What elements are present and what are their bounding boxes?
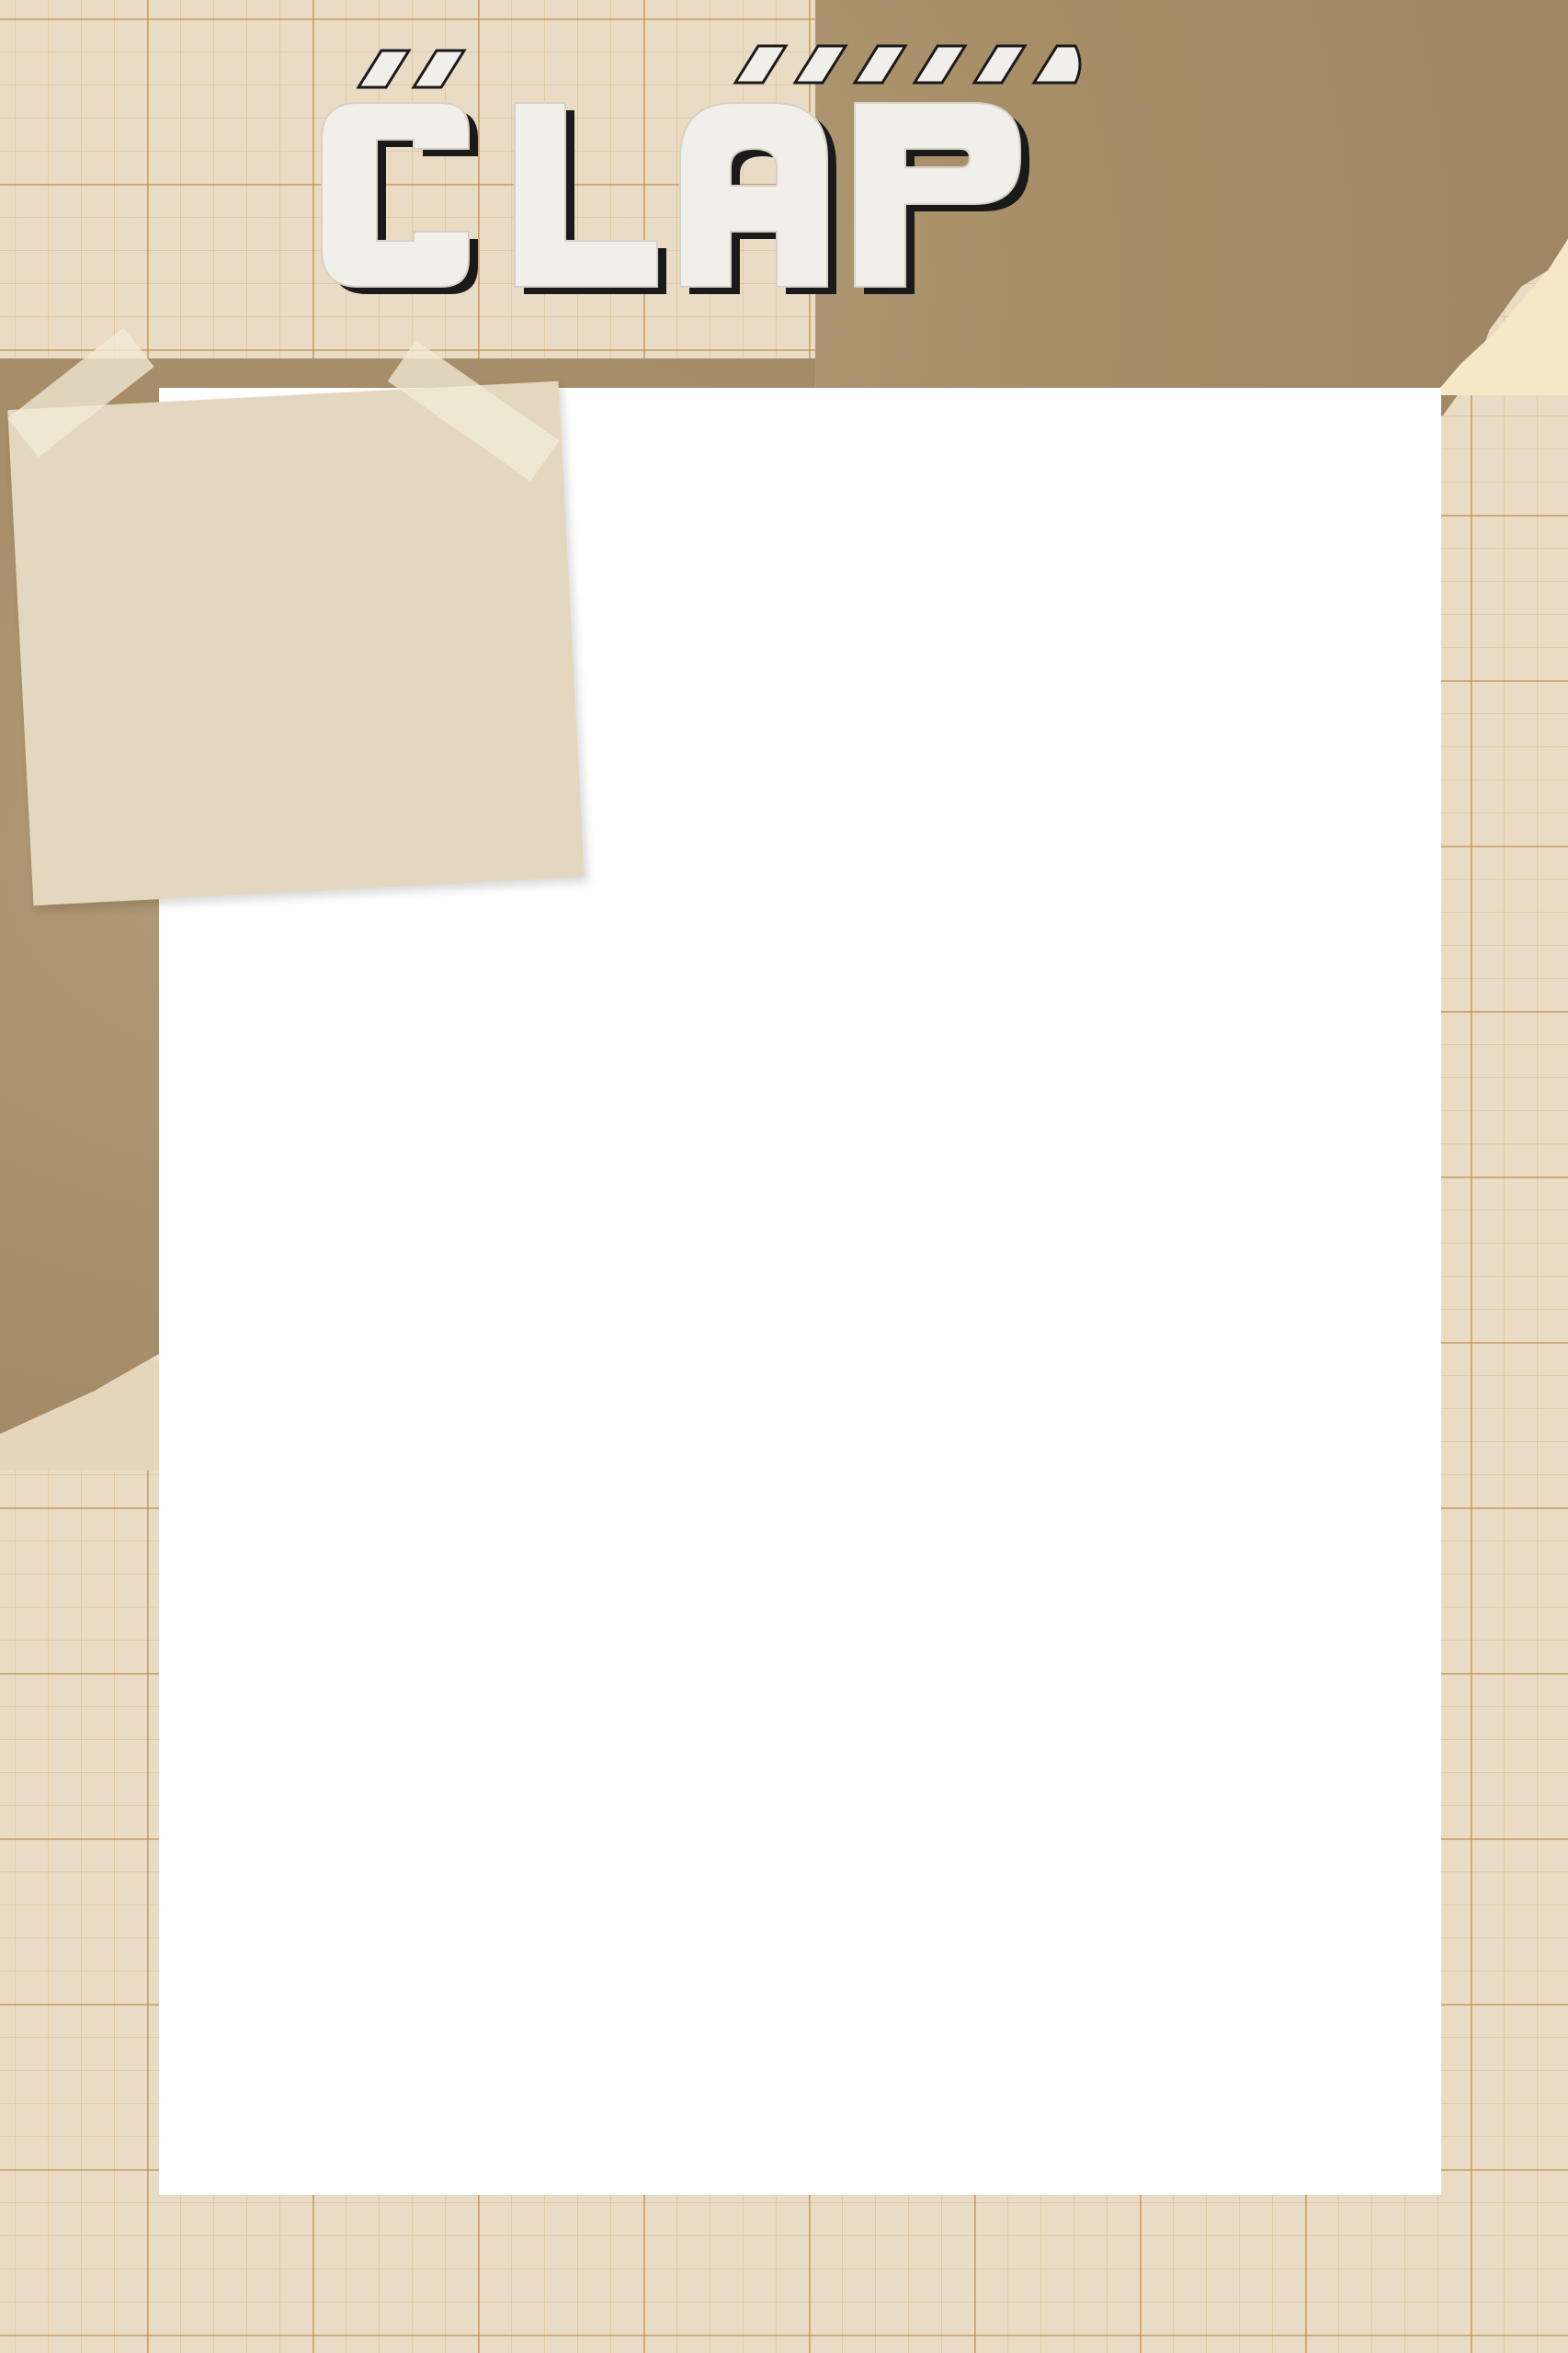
clap-logo bbox=[303, 37, 1232, 349]
logo-clapper-stripes bbox=[358, 46, 1080, 87]
film-list-note bbox=[7, 381, 584, 906]
logo-letters bbox=[322, 103, 1020, 287]
